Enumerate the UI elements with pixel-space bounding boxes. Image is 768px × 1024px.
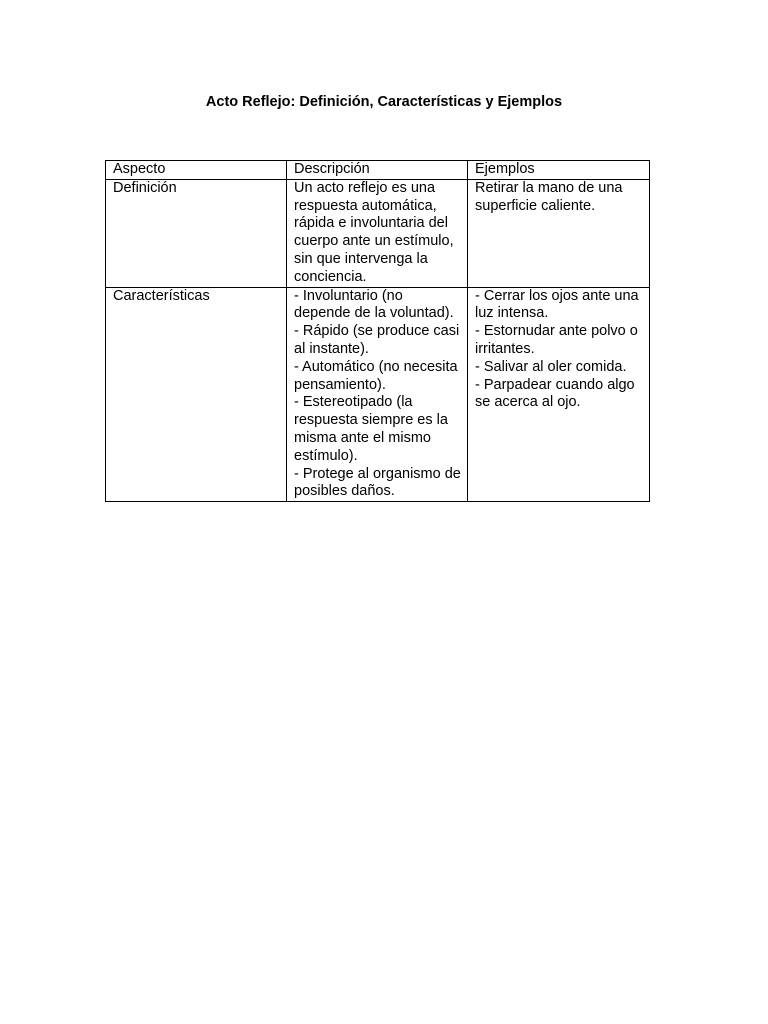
descripcion-line: - Protege al organismo de posibles daños. [294, 465, 461, 500]
descripcion-line: - Rápido (se produce casi al instante). [294, 323, 460, 357]
table-row [106, 287, 650, 502]
table-row [106, 179, 650, 287]
header-descripcion: Descripción [287, 161, 468, 180]
cell-aspecto: Características [106, 287, 287, 502]
ejemplo-line: Retirar la mano de una superficie caliente. [475, 179, 623, 214]
descripcion-line: - Estereotipado (la respuesta siempre es la misma ante el mismo estímulo). [294, 394, 448, 464]
cell-descripcion [287, 179, 468, 287]
header-ejemplos: Ejemplos [468, 161, 650, 180]
descripcion-line: - Automático (no necesita pensamiento). [294, 358, 458, 393]
table-header-row [106, 161, 650, 180]
header-aspecto: Aspecto [106, 161, 287, 180]
descripcion-line: Un acto reflejo es una respuesta automática, rápida e involuntaria del cuerpo ante un estímulo, sin que intervenga la conciencia. [294, 179, 454, 285]
ejemplo-line: - Parpadear cuando algo se acerca al ojo. [475, 376, 635, 411]
ejemplo-line: - Salivar al oler comida. [475, 358, 627, 375]
cell-ejemplos [468, 179, 650, 287]
ejemplo-line: - Estornudar ante polvo o irritantes. [475, 323, 638, 357]
cell-descripcion [287, 287, 468, 502]
cell-aspecto: Definición [106, 179, 287, 287]
reflex-table [105, 160, 650, 502]
ejemplo-line: - Cerrar los ojos ante una luz intensa. [475, 287, 639, 322]
cell-ejemplos [468, 287, 650, 502]
document-title: Acto Reflejo: Definición, Características y Ejemplos [205, 94, 563, 110]
descripcion-line: - Involuntario (no depende de la voluntad). [294, 287, 454, 322]
